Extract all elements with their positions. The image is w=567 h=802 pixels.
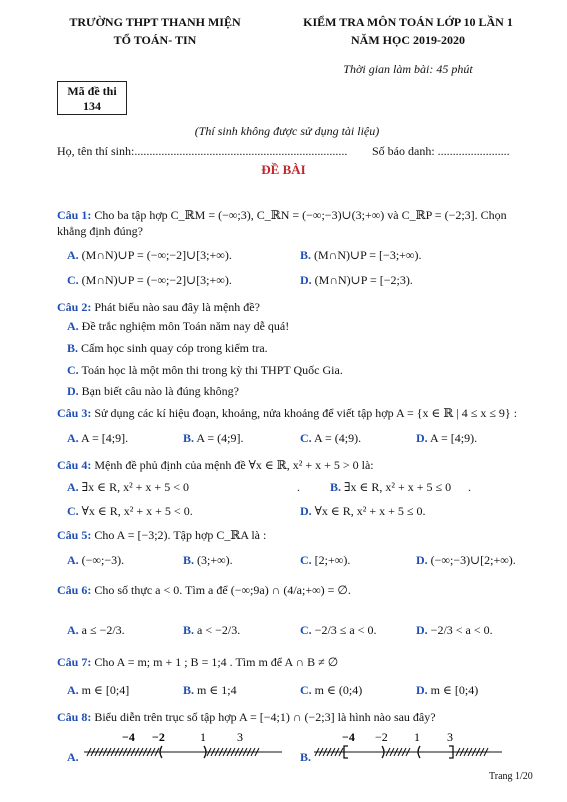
q6-option-a: A. a ≤ −2/3. — [67, 623, 125, 637]
tick-label: −4 — [122, 730, 135, 744]
school-name: TRƯỜNG THPT THANH MIỆN — [69, 15, 241, 29]
q5-option-a: A. (−∞;−3). — [67, 553, 125, 567]
q5-option-b: B. (3;+∞). — [183, 553, 233, 567]
tick-label: −2 — [375, 730, 388, 744]
section-title: ĐỀ BÀI — [261, 162, 306, 177]
school-year: NĂM HỌC 2019-2020 — [351, 33, 465, 47]
q8-option-a: A. — [67, 750, 79, 764]
q1-option-b: B. (M∩N)∪P = [−3;+∞). — [300, 248, 422, 262]
q8-option-b-number-line — [312, 728, 512, 768]
q3-option-a: A. A = [4;9]. — [67, 431, 129, 445]
q7-option-a: A. m ∈ [0;4] — [67, 683, 130, 697]
q2-option-a: A. Đề trắc nghiệm môn Toán năm nay dễ quá! — [67, 319, 290, 333]
exam-note: (Thí sinh không được sử dụng tài liệu) — [194, 124, 380, 138]
page-number: Trang 1/20 — [489, 771, 533, 782]
q2-option-b: B. Cấm học sinh quay cóp trong kiểm tra. — [67, 341, 268, 355]
candidate-name-field: Họ, tên thí sinh:....................................................................... — [57, 144, 348, 158]
tick-label: −4 — [342, 730, 355, 744]
question-3: Câu 3: Sử dụng các kí hiệu đoạn, khoảng, nửa khoảng để viết tập hợp A = {x ∈ ℝ | 4 ≤ x ≤ 9} : — [57, 406, 518, 420]
q4-option-a: A. ∃x ∈ R, x² + x + 5 < 0 — [67, 480, 189, 494]
tick-label: 1 — [414, 730, 420, 744]
q6-option-b: B. a < −2/3. — [183, 623, 241, 637]
q3-option-d: D. A = [4;9). — [416, 431, 478, 445]
candidate-id-field: Số báo danh: ........................ — [372, 144, 510, 158]
q4-option-b-tail: . — [468, 480, 471, 494]
tick-label: 1 — [200, 730, 206, 744]
department-name: TỔ TOÁN- TIN — [113, 33, 197, 47]
question-1: Câu 1: Cho ba tập hợp C_ℝM = (−∞;3), C_ℝN = (−∞;−3)∪(3;+∞) và C_ℝP = (−2;3]. Chọn — [57, 208, 507, 222]
exam-code-box — [57, 81, 127, 115]
question-4: Câu 4: Mệnh đề phủ định của mệnh đề ∀x ∈ ℝ, x² + x + 5 > 0 là: — [57, 458, 374, 472]
q7-option-b: B. m ∈ 1;4 — [183, 683, 237, 697]
question-5: Câu 5: Cho A = [−3;2). Tập hợp C_ℝA là : — [57, 528, 267, 542]
q4-option-c: C. ∀x ∈ R, x² + x + 5 < 0. — [67, 504, 193, 518]
q6-option-c: C. −2/3 ≤ a < 0. — [300, 623, 377, 637]
question-1-stem-cont: khẳng định đúng? — [57, 224, 143, 238]
q6-option-d: D. −2/3 < a < 0. — [416, 623, 493, 637]
q3-option-c: C. A = (4;9). — [300, 431, 362, 445]
q4-option-a-tail: . — [297, 480, 300, 494]
q2-option-d: D. Bạn biết câu nào là đúng không? — [67, 384, 239, 398]
q5-option-c: C. [2;+∞). — [300, 553, 351, 567]
exam-title: KIỂM TRA MÔN TOÁN LỚP 10 LẦN 1 — [303, 15, 513, 29]
tick-label: 3 — [447, 730, 453, 744]
q1-option-c: C. (M∩N)∪P = (−∞;−2]∪[3;+∞). — [67, 273, 232, 287]
q8-option-b: B. — [300, 750, 312, 764]
question-7: Câu 7: Cho A = m; m + 1 ; B = 1;4 . Tìm m để A ∩ B ≠ ∅ — [57, 655, 339, 669]
exam-code-value: 134 — [83, 99, 101, 113]
tick-label: −2 — [152, 730, 165, 744]
q1-option-d: D. (M∩N)∪P = [−2;3). — [300, 273, 413, 287]
tick-label: 3 — [237, 730, 243, 744]
q5-option-d: D. (−∞;−3)∪[2;+∞). — [416, 553, 516, 567]
q8-option-a-number-line — [82, 728, 287, 768]
exam-duration: Thời gian làm bài: 45 phút — [343, 62, 473, 76]
question-2: Câu 2: Phát biểu nào sau đây là mệnh đề? — [57, 300, 260, 314]
q7-option-c: C. m ∈ (0;4) — [300, 683, 363, 697]
exam-code-label: Mã đề thi — [67, 84, 117, 98]
q2-option-c: C. Toán học là một môn thi trong kỳ thi THPT Quốc Gia. — [67, 363, 343, 377]
q4-option-d: D. ∀x ∈ R, x² + x + 5 ≤ 0. — [300, 504, 426, 518]
q1-option-a: A. (M∩N)∪P = (−∞;−2]∪[3;+∞). — [67, 248, 232, 262]
question-6: Câu 6: Cho số thực a < 0. Tìm a để (−∞;9a) ∩ (4/a;+∞) = ∅. — [57, 583, 351, 597]
question-8: Câu 8: Biểu diễn trên trục số tập hợp A = [−4;1) ∩ (−2;3] là hình nào sau đây? — [57, 710, 436, 724]
q4-option-b: B. ∃x ∈ R, x² + x + 5 ≤ 0 — [330, 480, 452, 494]
q3-option-b: B. A = (4;9]. — [183, 431, 244, 445]
q7-option-d: D. m ∈ [0;4) — [416, 683, 479, 697]
